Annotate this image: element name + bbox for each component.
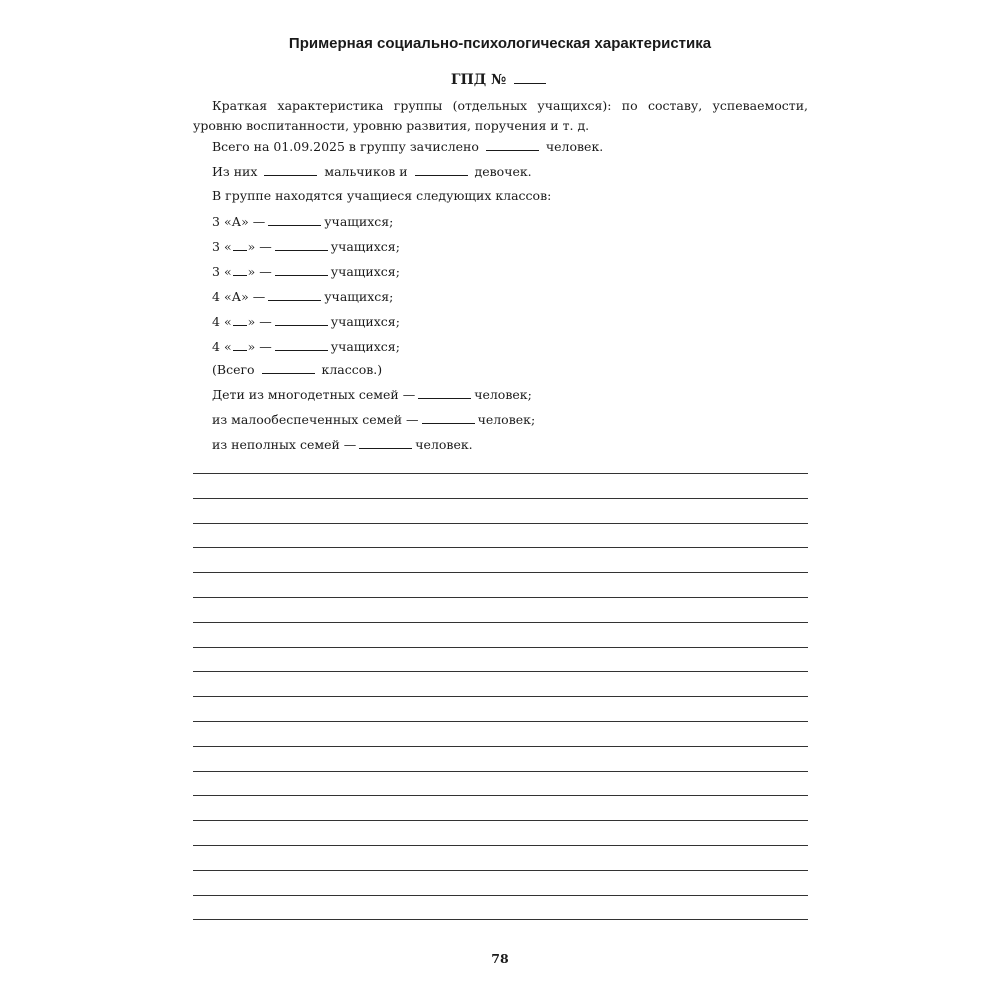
class-count-field[interactable] bbox=[268, 288, 321, 301]
writing-line[interactable] bbox=[193, 919, 808, 920]
class-count-unit: учащихся; bbox=[330, 264, 400, 279]
quote-open: « bbox=[223, 214, 232, 229]
class-line bbox=[212, 313, 400, 330]
dash: — bbox=[252, 214, 266, 229]
quote-open: « bbox=[223, 314, 232, 329]
class-count-field[interactable] bbox=[268, 213, 321, 226]
writing-line[interactable] bbox=[193, 820, 808, 821]
class-count-field[interactable] bbox=[275, 263, 328, 276]
family-unit: человек; bbox=[474, 387, 532, 402]
quote-close: » bbox=[247, 264, 256, 279]
class-grade: 4 bbox=[212, 289, 220, 304]
quote-close: » bbox=[247, 239, 256, 254]
girls-count-field[interactable] bbox=[415, 163, 468, 176]
writing-line[interactable] bbox=[193, 671, 808, 672]
class-letter-field[interactable] bbox=[233, 313, 247, 326]
class-letter: А bbox=[231, 214, 242, 229]
family-count-field[interactable] bbox=[359, 436, 412, 449]
family-count-field[interactable] bbox=[418, 386, 471, 399]
writing-line[interactable] bbox=[193, 696, 808, 697]
class-line bbox=[212, 288, 393, 305]
quote-close: » bbox=[247, 339, 256, 354]
writing-line[interactable] bbox=[193, 572, 808, 573]
dash: — bbox=[259, 264, 272, 279]
class-letter: А bbox=[231, 289, 242, 304]
writing-line[interactable] bbox=[193, 746, 808, 747]
class-grade: 3 bbox=[212, 214, 220, 229]
writing-line[interactable] bbox=[193, 622, 808, 623]
class-count-field[interactable] bbox=[275, 338, 328, 351]
class-grade: 3 bbox=[212, 239, 220, 254]
family-line bbox=[212, 386, 532, 403]
classes-total-line bbox=[212, 361, 382, 378]
writing-line[interactable] bbox=[193, 721, 808, 722]
group-number-heading bbox=[0, 71, 1000, 88]
family-unit: человек. bbox=[415, 437, 473, 452]
family-line bbox=[212, 436, 473, 453]
intro-paragraph: Краткая характеристика группы (отдельных учащихся): по составу, успеваемости, уровню воспитанности, уровню развития, поручения и т. д. bbox=[193, 98, 808, 133]
dash: — bbox=[259, 239, 272, 254]
writing-line[interactable] bbox=[193, 771, 808, 772]
writing-line[interactable] bbox=[193, 597, 808, 598]
page-title: Примерная социально-психологическая характеристика bbox=[288, 35, 712, 52]
class-count-field[interactable] bbox=[275, 238, 328, 251]
writing-line[interactable] bbox=[193, 498, 808, 499]
family-count-field[interactable] bbox=[422, 411, 475, 424]
writing-line[interactable] bbox=[193, 647, 808, 648]
boys-label: мальчиков и bbox=[324, 164, 408, 179]
total-enrolled-line bbox=[212, 138, 603, 155]
quote-open: « bbox=[223, 239, 232, 254]
class-count-field[interactable] bbox=[275, 313, 328, 326]
family-label: Дети из многодетных семей — bbox=[212, 387, 416, 402]
classes-heading: В группе находятся учащиеся следующих классов: bbox=[212, 188, 552, 203]
class-grade: 3 bbox=[212, 264, 220, 279]
writing-line[interactable] bbox=[193, 870, 808, 871]
boys-count-field[interactable] bbox=[264, 163, 317, 176]
dash: — bbox=[252, 289, 266, 304]
quote-open: « bbox=[223, 264, 232, 279]
writing-line[interactable] bbox=[193, 795, 808, 796]
family-label: из неполных семей — bbox=[212, 437, 357, 452]
class-grade: 4 bbox=[212, 339, 220, 354]
class-letter-field[interactable] bbox=[233, 238, 247, 251]
classes-total-label: (Всего bbox=[212, 362, 255, 377]
class-line bbox=[212, 338, 400, 355]
writing-line[interactable] bbox=[193, 523, 808, 524]
page-number: 78 bbox=[491, 951, 509, 966]
class-line bbox=[212, 238, 400, 255]
group-number-field[interactable] bbox=[514, 71, 546, 84]
class-count-unit: учащихся; bbox=[330, 339, 400, 354]
class-count-unit: учащихся; bbox=[330, 239, 400, 254]
class-line bbox=[212, 263, 400, 280]
writing-line[interactable] bbox=[193, 845, 808, 846]
class-count-unit: учащихся; bbox=[324, 214, 394, 229]
writing-line[interactable] bbox=[193, 473, 808, 474]
total-enrolled-label: Всего на 01.09.2025 в группу зачислено bbox=[212, 139, 479, 154]
dash: — bbox=[259, 314, 272, 329]
quote-close: » bbox=[241, 214, 249, 229]
dash: — bbox=[259, 339, 272, 354]
girls-label: девочек. bbox=[474, 164, 532, 179]
class-count-unit: учащихся; bbox=[324, 289, 394, 304]
family-line bbox=[212, 411, 535, 428]
family-unit: человек; bbox=[477, 412, 536, 427]
total-enrolled-field[interactable] bbox=[486, 138, 539, 151]
class-grade: 4 bbox=[212, 314, 220, 329]
class-line bbox=[212, 213, 393, 230]
class-letter-field[interactable] bbox=[233, 338, 247, 351]
quote-open: « bbox=[223, 289, 232, 304]
classes-total-unit: классов.) bbox=[321, 362, 383, 377]
quote-close: » bbox=[247, 314, 256, 329]
classes-total-field[interactable] bbox=[262, 361, 315, 374]
boys-girls-line bbox=[212, 163, 532, 180]
total-enrolled-unit: человек. bbox=[545, 139, 604, 154]
quote-close: » bbox=[241, 289, 249, 304]
group-number-label: ГПД № bbox=[450, 72, 507, 88]
family-label: из малообеспеченных семей — bbox=[212, 412, 419, 427]
class-count-unit: учащихся; bbox=[330, 314, 400, 329]
quote-open: « bbox=[223, 339, 232, 354]
boys-girls-label: Из них bbox=[212, 164, 258, 179]
class-letter-field[interactable] bbox=[233, 263, 247, 276]
writing-line[interactable] bbox=[193, 547, 808, 548]
writing-line[interactable] bbox=[193, 895, 808, 896]
